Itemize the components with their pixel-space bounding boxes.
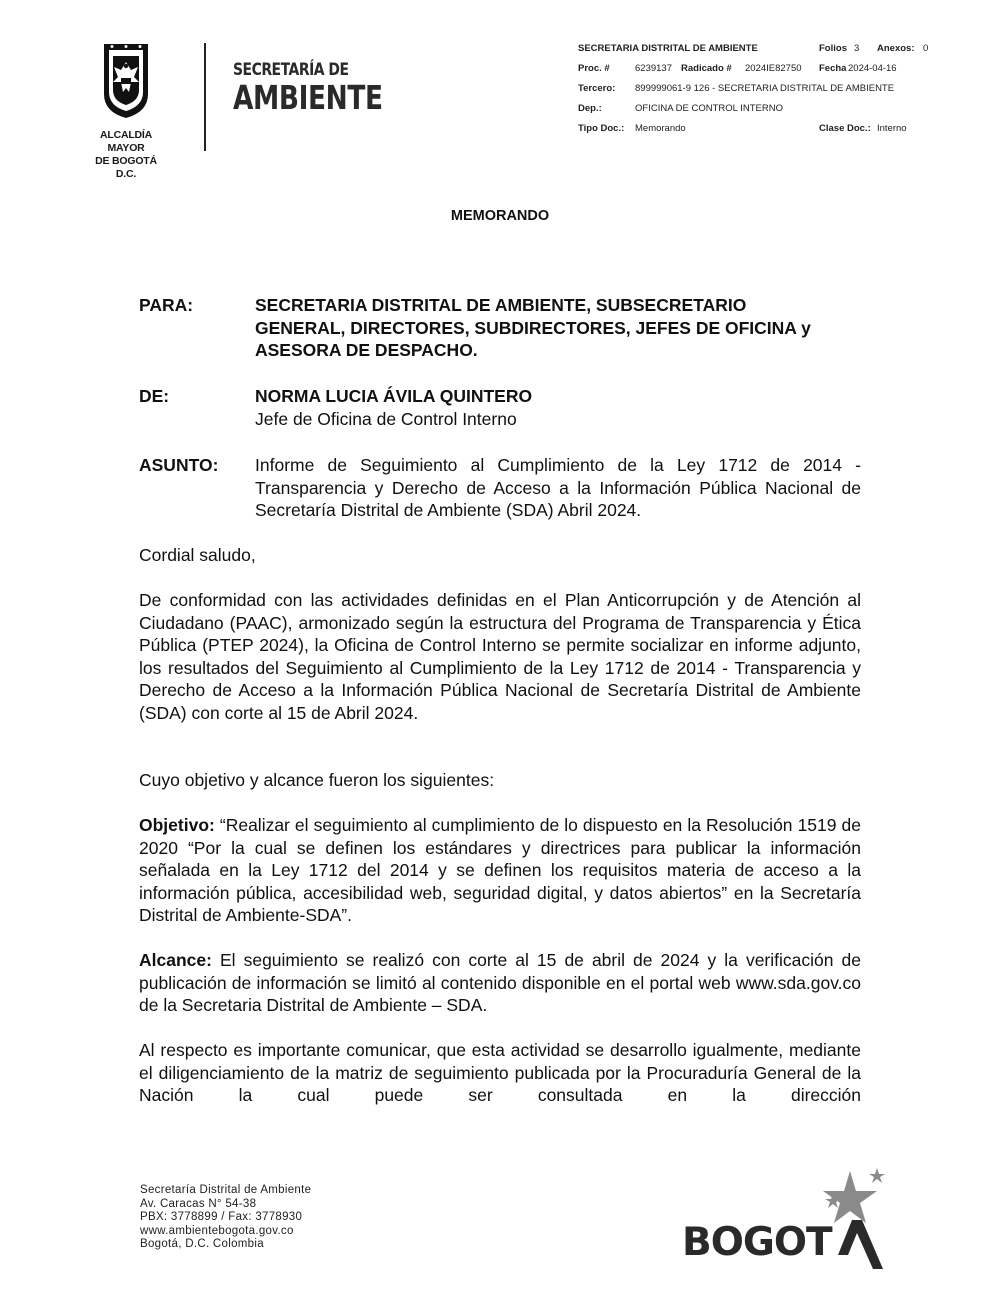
- asunto-label: ASUNTO:: [139, 455, 219, 475]
- footer-address: [140, 1184, 311, 1252]
- alcance-label: Alcance:: [139, 950, 212, 970]
- proc-value: 6239137: [635, 63, 672, 74]
- para-field: [139, 294, 861, 362]
- bogota-logo: [680, 1163, 885, 1273]
- radicado-entity: SECRETARIA DISTRITAL DE AMBIENTE: [578, 43, 758, 54]
- logo-divider: [204, 43, 206, 151]
- asunto-field: [139, 454, 861, 522]
- greeting: Cordial saludo,: [139, 545, 256, 565]
- para-label: PARA:: [139, 295, 194, 315]
- objetivo-label: Objetivo:: [139, 815, 215, 835]
- fecha-label: Fecha: [819, 63, 847, 74]
- alcance-text: El seguimiento se realizó con corte al 15 de abril de 2024 y la verificación de publicación de información se limitó al contenido disponible en el portal web www.sda.gov.co de la Secretaria Distrital de Ambiente – SDA.: [139, 950, 861, 1015]
- sda-logo-line1: SECRETARÍA DE: [233, 60, 349, 80]
- de-field: [139, 385, 861, 430]
- bogota-logo-text: BOGOT: [682, 1220, 832, 1265]
- bogota-coat-of-arms-icon: [101, 42, 151, 120]
- footer-line: Av. Caracas N° 54-38: [140, 1197, 257, 1210]
- anexos-label: Anexos:: [877, 43, 915, 54]
- de-role: Jefe de Oficina de Control Interno: [255, 408, 517, 429]
- paragraph-1: De conformidad con las actividades definidas en el Plan Anticorrupción y de Atención al Ciudadano (PAAC), armonizado según la estructura del Programa de Transparencia y Ética Pública (PTEP 2024), la Oficina de Control Interno se permite socializar en informe adjunto, los resultados del Seguimiento al Cumplimiento de la Ley 1712 de 2014 - Transparencia y Derecho de Acceso a la Información Pública Nacional de Secretaría Distrital de Ambiente (SDA) con corte al 15 de Abril 2024.: [139, 590, 861, 723]
- sda-logo-line2: AMBIENTE: [233, 78, 383, 117]
- anexos-value: 0: [923, 43, 929, 54]
- de-label: DE:: [139, 386, 170, 406]
- secretaria-ambiente-logo: [233, 60, 420, 117]
- tercero-label: Tercero:: [578, 83, 616, 94]
- fecha-value: 2024-04-16: [848, 63, 897, 74]
- paragraph-3: Al respecto es importante comunicar, que esta actividad se desarrollo igualmente, mediante el diligenciamiento de la matriz de seguimiento publicada por la Procuraduría General de la Nación la cual puede ser consultada en la dirección: [139, 1040, 861, 1105]
- proc-label: Proc. #: [578, 63, 610, 74]
- footer-line: www.ambientebogota.gov.co: [140, 1224, 294, 1237]
- footer-line: PBX: 3778899 / Fax: 3778930: [140, 1211, 303, 1223]
- alcaldia-line1: ALCALDÍA MAYOR: [99, 129, 153, 154]
- alcance-paragraph: [139, 949, 861, 1017]
- tipo-doc-value: Memorando: [635, 123, 686, 134]
- radicado-label: Radicado #: [681, 63, 732, 74]
- dep-label: Dep.:: [578, 103, 602, 114]
- memo-title: MEMORANDO: [450, 208, 550, 224]
- alcaldia-logo: [84, 42, 168, 181]
- clase-doc-value: Interno: [877, 123, 907, 134]
- folios-label: Folios: [819, 43, 847, 54]
- de-name: NORMA LUCIA ÁVILA QUINTERO: [255, 386, 533, 406]
- objetivo-text: “Realizar el seguimiento al cumplimiento de lo dispuesto en la Resolución 1519 de 2020 “Por la cual se definen los estándares y directrices para publicar la información señalada en la Ley 1712 del 2014 y se definen los requisitos materia de acceso a la información pública, accesibilidad web, seguridad digital, y datos abiertos” en la Secretaría Distrital de Ambiente-SDA”.: [139, 815, 861, 925]
- objetivo-paragraph: [139, 814, 861, 927]
- bogota-stars-icon: [680, 1163, 885, 1273]
- para-value: SECRETARIA DISTRITAL DE AMBIENTE, SUBSECRETARIO GENERAL, DIRECTORES, SUBDIRECTORES, JEFES DE OFICINA y ASESORA DE DESPACHO.: [255, 295, 811, 360]
- asunto-value: Informe de Seguimiento al Cumplimiento de la Ley 1712 de 2014 - Transparencia y Derecho de Acceso a la Información Pública Nacional de Secretaría Distrital de Ambiente (SDA) Abril 2024.: [255, 455, 861, 520]
- paragraph-2: Cuyo objetivo y alcance fueron los siguientes:: [139, 770, 495, 790]
- footer-line: Bogotá, D.C. Colombia: [140, 1238, 264, 1250]
- footer-line: Secretaría Distrital de Ambiente: [140, 1184, 312, 1196]
- folios-value: 3: [854, 43, 860, 54]
- tipo-doc-label: Tipo Doc.:: [578, 123, 625, 134]
- radicado-value: 2024IE82750: [745, 63, 802, 74]
- tercero-value: 899999061-9 126 - SECRETARIA DISTRITAL DE AMBIENTE: [635, 83, 895, 94]
- alcaldia-line2: DE BOGOTÁ D.C.: [95, 155, 157, 180]
- clase-doc-label: Clase Doc.:: [819, 123, 871, 134]
- dep-value: OFICINA DE CONTROL INTERNO: [635, 103, 783, 114]
